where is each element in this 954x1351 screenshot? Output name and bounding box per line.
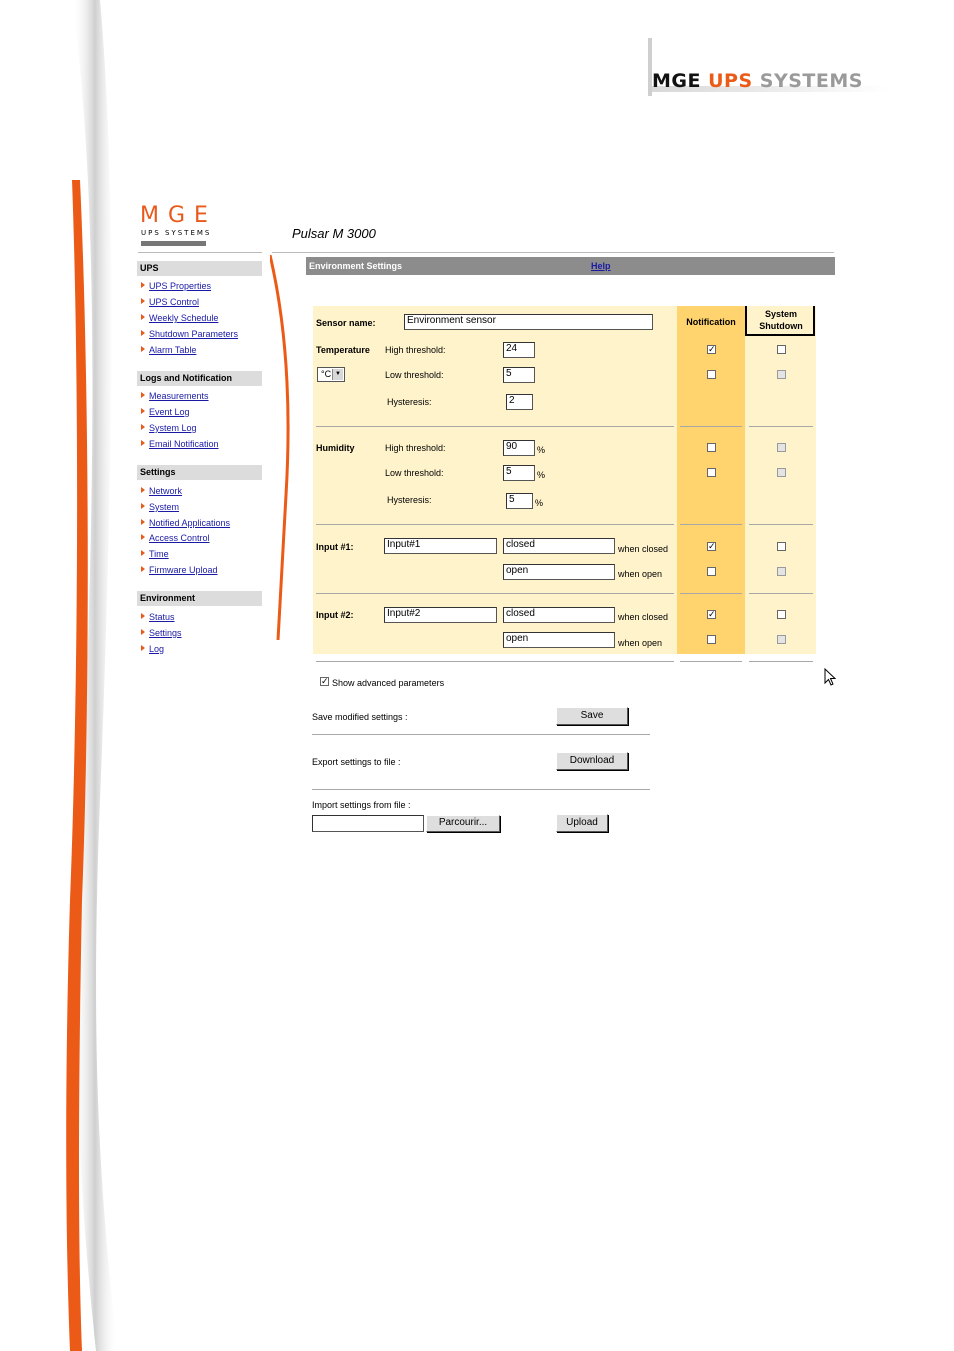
bullet-arrow-icon — [141, 534, 145, 540]
input2-closed-label: when closed — [618, 612, 669, 622]
sidebar-item-network[interactable]: Network — [141, 486, 182, 496]
brand-logo-text — [652, 70, 863, 92]
bullet-arrow-icon — [141, 566, 145, 572]
bullet-arrow-icon — [141, 487, 145, 493]
bullet-arrow-icon — [141, 314, 145, 320]
hum-low-unit: % — [537, 470, 546, 480]
hum-hysteresis-input[interactable]: 5 — [506, 493, 533, 509]
import-label: Import settings from file : — [312, 800, 411, 810]
logo-underline — [141, 241, 206, 246]
input1-closed-notification-checkbox[interactable]: ✓ — [708, 541, 716, 551]
upload-button[interactable]: Upload — [556, 814, 608, 832]
bullet-arrow-icon — [141, 519, 145, 525]
bullet-arrow-icon — [141, 392, 145, 398]
humidity-label: Humidity — [316, 443, 355, 453]
hum-high-notification-checkbox[interactable] — [707, 443, 716, 452]
bullet-arrow-icon — [141, 645, 145, 651]
divider — [272, 252, 834, 253]
product-name: Pulsar M 3000 — [292, 226, 376, 241]
shutdown-column — [745, 306, 816, 654]
import-file-input[interactable] — [312, 815, 424, 832]
sidebar-item-event-log[interactable]: Event Log — [141, 407, 190, 417]
sidebar-section-settings: Settings — [137, 465, 262, 480]
temp-low-input[interactable]: 5 — [503, 367, 535, 383]
table-bottom-line — [680, 661, 742, 662]
show-advanced-checkbox[interactable]: ✓ — [321, 676, 329, 686]
sidebar-item-email-notification[interactable]: Email Notification — [141, 439, 219, 449]
input1-label: Input #1: — [316, 542, 354, 552]
hum-high-unit: % — [537, 445, 546, 455]
row-separator — [316, 426, 674, 427]
bullet-arrow-icon — [141, 503, 145, 509]
row-separator — [749, 593, 813, 594]
hum-low-notification-checkbox[interactable] — [707, 468, 716, 477]
input1-open-label: when open — [618, 569, 663, 579]
hum-low-input[interactable]: 5 — [503, 465, 535, 481]
shutdown-header-line1: System — [764, 309, 798, 319]
sidebar-item-weekly-schedule[interactable]: Weekly Schedule — [141, 313, 218, 323]
row-separator — [316, 593, 674, 594]
temp-hysteresis-label: Hysteresis: — [387, 397, 432, 407]
row-separator — [749, 426, 813, 427]
input2-closed-notification-checkbox[interactable]: ✓ — [708, 609, 716, 619]
hum-high-label: High threshold: — [385, 443, 446, 453]
bullet-arrow-icon — [141, 298, 145, 304]
temp-high-notification-checkbox[interactable]: ✓ — [708, 344, 716, 354]
row-separator — [680, 426, 742, 427]
hum-high-shutdown-checkbox[interactable] — [777, 443, 786, 452]
mge-logo-subtitle: UPS SYSTEMS — [141, 229, 212, 237]
sidebar-item-firmware-upload[interactable]: Firmware Upload — [141, 565, 218, 575]
bullet-arrow-icon — [141, 550, 145, 556]
bullet-arrow-icon — [141, 330, 145, 336]
sidebar-item-time[interactable]: Time — [141, 549, 169, 559]
sidebar-item-ups-properties[interactable]: UPS Properties — [141, 281, 211, 291]
temp-low-notification-checkbox[interactable] — [707, 370, 716, 379]
input2-closed-shutdown-checkbox[interactable] — [777, 610, 786, 619]
sidebar-section-ups: UPS — [137, 261, 262, 276]
sidebar-item-access-control[interactable]: Access Control — [141, 533, 210, 543]
divider — [138, 252, 262, 253]
export-label: Export settings to file : — [312, 757, 401, 767]
input1-open-shutdown-checkbox[interactable] — [777, 567, 786, 576]
hum-hysteresis-unit: % — [535, 498, 544, 508]
bullet-arrow-icon — [141, 282, 145, 288]
temperature-unit-select[interactable] — [317, 367, 345, 382]
notification-header: Notification — [686, 317, 736, 327]
table-bottom-line — [316, 661, 674, 662]
input1-open-notification-checkbox[interactable] — [707, 567, 716, 576]
hum-high-input[interactable]: 90 — [503, 440, 535, 456]
row-separator — [316, 524, 674, 525]
brand-part-1: MGE — [652, 70, 701, 92]
temp-high-input[interactable]: 24 — [503, 342, 535, 358]
sidebar-item-system-log[interactable]: System Log — [141, 423, 197, 433]
temp-low-shutdown-checkbox[interactable] — [777, 370, 786, 379]
bullet-arrow-icon — [141, 346, 145, 352]
bullet-arrow-icon — [141, 613, 145, 619]
section-title: Environment Settings — [309, 261, 403, 271]
hum-hysteresis-label: Hysteresis: — [387, 495, 432, 505]
hum-low-label: Low threshold: — [385, 468, 444, 478]
sidebar-item-log[interactable]: Log — [141, 644, 164, 654]
notification-column — [677, 306, 745, 654]
swoosh-decoration — [270, 255, 294, 640]
sidebar-item-notified-applications[interactable]: Notified Applications — [141, 518, 230, 528]
sidebar-section-logs: Logs and Notification — [137, 371, 262, 386]
sidebar-item-settings[interactable]: Settings — [141, 628, 182, 638]
temp-hysteresis-input[interactable]: 2 — [506, 394, 533, 410]
input2-name-input[interactable]: Input#2 — [384, 607, 497, 623]
page-edge-decoration — [0, 0, 120, 1351]
sidebar-item-ups-control[interactable]: UPS Control — [141, 297, 199, 307]
section-title-bar — [306, 257, 835, 275]
input2-open-notification-checkbox[interactable] — [707, 635, 716, 644]
mouse-cursor-icon — [824, 668, 836, 686]
mge-logo: MGE — [140, 203, 217, 228]
input2-open-label: when open — [618, 638, 663, 648]
hum-low-shutdown-checkbox[interactable] — [777, 468, 786, 477]
sidebar-item-status[interactable]: Status — [141, 612, 175, 622]
download-button[interactable]: Download — [556, 752, 628, 770]
input1-name-input[interactable]: Input#1 — [384, 538, 497, 554]
input2-label: Input #2: — [316, 610, 354, 620]
shutdown-header-line2: Shutdown — [759, 321, 803, 331]
settings-panel — [313, 306, 677, 654]
brand-part-3: SYSTEMS — [759, 70, 863, 92]
divider — [312, 734, 650, 735]
help-link[interactable]: Help — [591, 261, 611, 271]
input1-closed-input[interactable]: closed — [503, 538, 615, 554]
sidebar-section-environment: Environment — [137, 591, 262, 606]
sensor-name-label: Sensor name: — [316, 318, 376, 328]
temperature-unit-value: °C — [321, 369, 332, 379]
divider — [312, 789, 650, 790]
sidebar-item-shutdown-parameters[interactable]: Shutdown Parameters — [141, 329, 238, 339]
row-separator — [680, 524, 742, 525]
show-advanced-label: Show advanced parameters — [332, 678, 445, 688]
input1-closed-label: when closed — [618, 544, 669, 554]
row-separator — [680, 593, 742, 594]
row-separator — [749, 524, 813, 525]
temp-low-label: Low threshold: — [385, 370, 444, 380]
temp-high-shutdown-checkbox[interactable] — [777, 345, 786, 354]
input2-open-input[interactable]: open — [503, 632, 615, 648]
save-button[interactable]: Save — [556, 707, 628, 725]
sensor-name-input[interactable]: Environment sensor — [404, 314, 653, 330]
input2-closed-input[interactable]: closed — [503, 607, 615, 623]
sidebar-item-system[interactable]: System — [141, 502, 179, 512]
sidebar-item-measurements[interactable]: Measurements — [141, 391, 209, 401]
temp-high-label: High threshold: — [385, 345, 446, 355]
input1-open-input[interactable]: open — [503, 564, 615, 580]
browse-button[interactable]: Parcourir... — [426, 815, 500, 832]
sidebar-item-alarm-table[interactable]: Alarm Table — [141, 345, 196, 355]
bullet-arrow-icon — [141, 408, 145, 414]
brand-part-2: UPS — [708, 70, 753, 92]
temperature-label: Temperature — [316, 345, 370, 355]
bullet-arrow-icon — [141, 629, 145, 635]
bullet-arrow-icon — [141, 440, 145, 446]
save-label: Save modified settings : — [312, 712, 408, 722]
input2-open-shutdown-checkbox[interactable] — [777, 635, 786, 644]
table-bottom-line — [749, 661, 813, 662]
bullet-arrow-icon — [141, 424, 145, 430]
input1-closed-shutdown-checkbox[interactable] — [777, 542, 786, 551]
dropdown-arrow-icon: ▼ — [332, 369, 343, 380]
